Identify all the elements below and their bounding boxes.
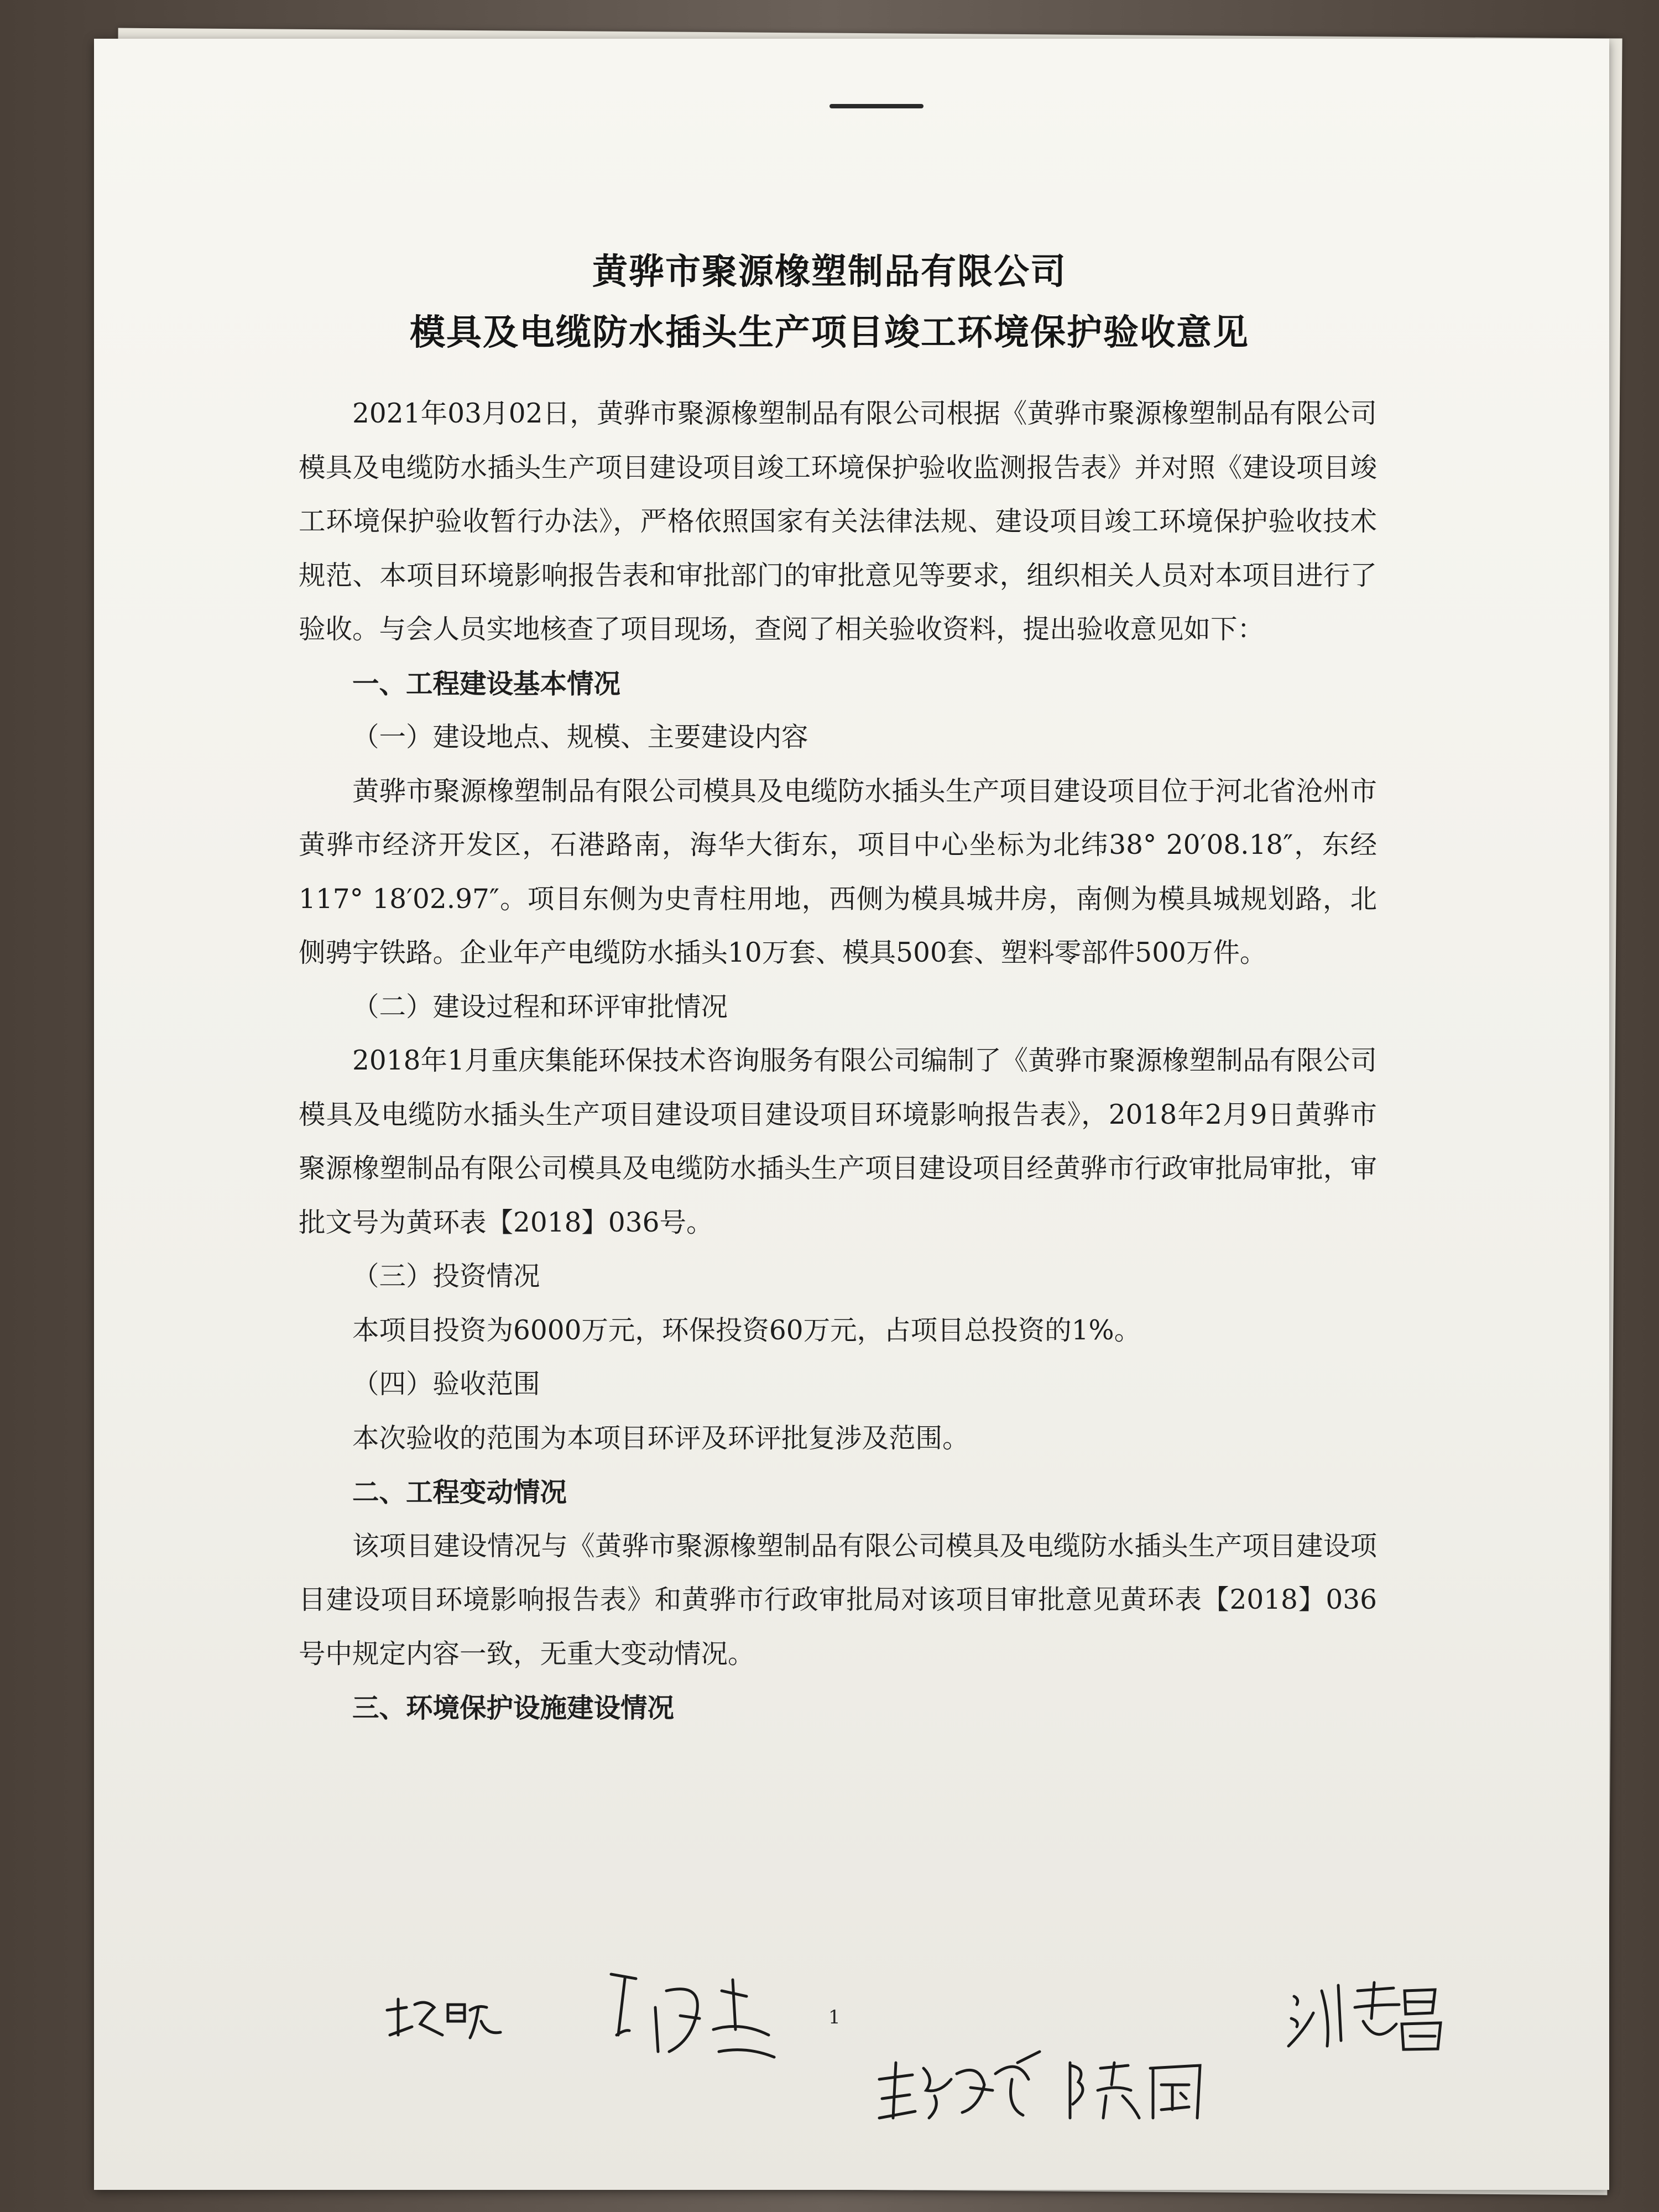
- top-dash-mark: [830, 104, 924, 108]
- body-paragraph: 本项目投资为6000万元，环保投资60万元，占项目总投资的1%。: [352, 1314, 1141, 1346]
- signature-4: [1062, 2046, 1228, 2129]
- body-paragraph: （四）验收范围: [352, 1369, 540, 1400]
- section-heading: 一、工程建设基本情况: [352, 667, 621, 700]
- section-heading: 二、工程变动情况: [352, 1477, 567, 1508]
- body-paragraph: 黄骅市聚源橡塑制品有限公司模具及电缆防水插头生产项目建设项目位于河北省沧州市黄骅市经济开发区，石港路南，海华大街东，项目中心坐标为北纬38° 20′08.18″，东经117° 18′02.97″。项目东侧为史青柱用地，西侧为模具城井房，南侧为模具城规划路，北侧骋宇铁路。企业年产电缆防水插头10万套、模具500套、塑料零部件500万件。: [299, 775, 1377, 968]
- body-paragraph: 该项目建设情况与《黄骅市聚源橡塑制品有限公司模具及电缆防水插头生产项目建设项目建设项目环境影响报告表》和黄骅市行政审批局对该项目审批意见黄环表【2018】036号中规定内容一致，无重大变动情况。: [299, 1530, 1377, 1670]
- signature-5: [1283, 1974, 1449, 2057]
- signature-1: [382, 1983, 509, 2049]
- page-number: 1: [828, 2006, 841, 2028]
- title-company: 黄骅市聚源橡塑制品有限公司: [592, 251, 1067, 293]
- section-heading: 三、环境保护设施建设情况: [352, 1692, 675, 1724]
- body-paragraph: （三）投资情况: [352, 1261, 540, 1292]
- body-paragraph: （一）建设地点、规模、主要建设内容: [352, 722, 808, 753]
- body-paragraph: 2018年1月重庆集能环保技术咨询服务有限公司编制了《黄骅市聚源橡塑制品有限公司模具及电缆防水插头生产项目建设项目建设项目环境影响报告表》，2018年2月9日黄骅市聚源橡塑制品有限公司模具及电缆防水插头生产项目建设项目经黄骅市行政审批局审批，审批文号为黄环表【2018】036号。: [299, 1045, 1377, 1238]
- body-paragraph: （二）建设过程和环评审批情况: [352, 991, 728, 1022]
- body-paragraph: 本次验收的范围为本项目环评及环评批复涉及范围。: [352, 1422, 969, 1454]
- body-paragraph: 2021年03月02日，黄骅市聚源橡塑制品有限公司根据《黄骅市聚源橡塑制品有限公司模具及电缆防水插头生产项目建设项目竣工环境保护验收监测报告表》并对照《建设项目竣工环境保护验收暂行办法》，严格依照国家有关法律法规、建设项目竣工环境保护验收技术规范、本项目环境影响报告表和审批部门的审批意见等要求，组织相关人员对本项目进行了验收。与会人员实地核查了项目现场，查阅了相关验收资料，提出验收意见如下：: [299, 398, 1377, 645]
- signature-3: [874, 2046, 1045, 2129]
- signature-2: [603, 1969, 780, 2079]
- title-subject: 模具及电缆防水插头生产项目竣工环境保护验收意见: [410, 312, 1249, 353]
- body-text: [299, 387, 1377, 1735]
